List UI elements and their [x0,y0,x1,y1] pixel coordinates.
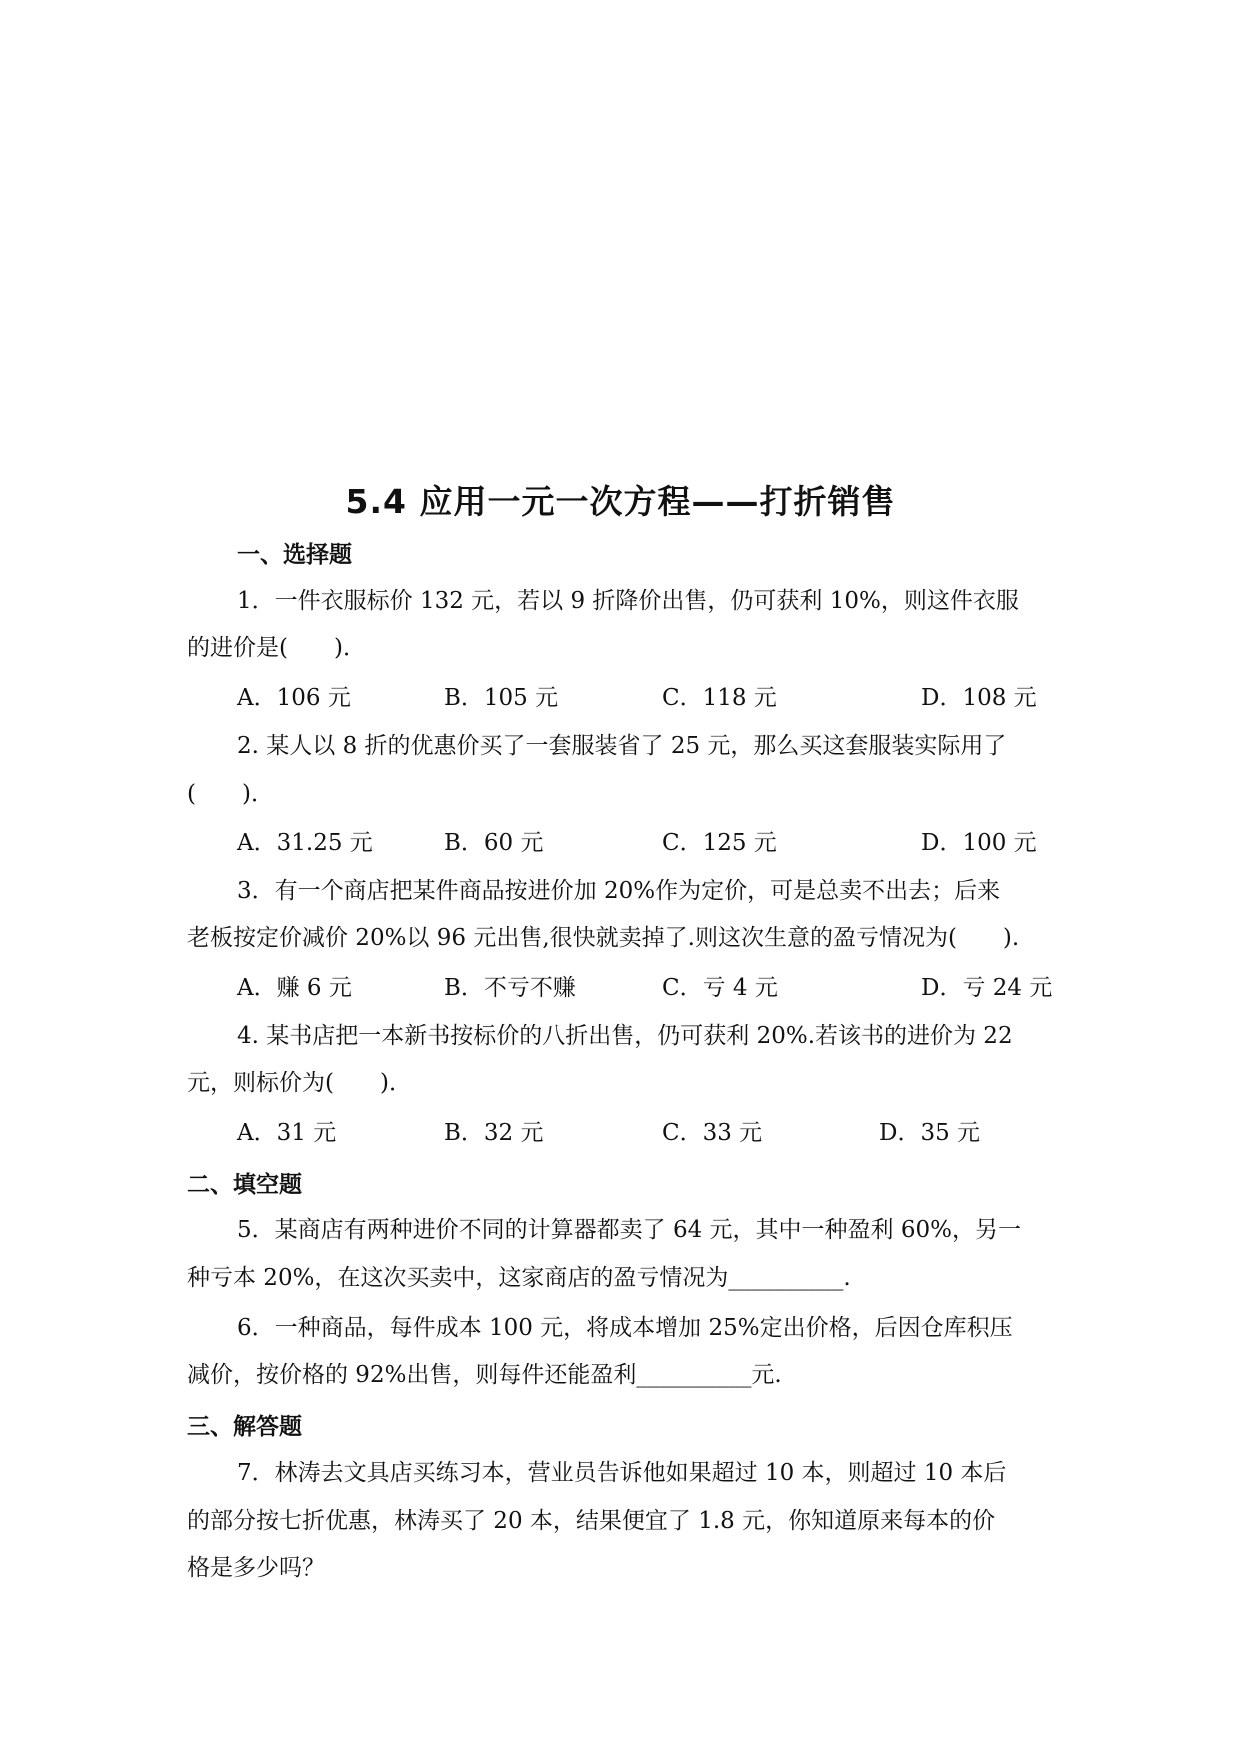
question-4-option-b: B．32 元 [444,1120,544,1146]
question-1-option-b: B．105 元 [444,685,559,711]
question-3-option-a: A．赚 6 元 [237,975,352,1001]
question-7-line-1: 7．林涛去文具店买练习本，营业员告诉他如果超过 10 本，则超过 10 本后 [237,1460,1007,1486]
question-4-line-1: 4. 某书店把一本新书按标价的八折出售，仍可获利 20%.若该书的进价为 22 [237,1023,1013,1049]
question-1-option-d: D．108 元 [921,685,1037,711]
question-4-option-d: D．35 元 [879,1120,981,1146]
question-4-line-2: 元，则标价为( )． [187,1070,412,1096]
question-3-option-b: B．不亏不赚 [444,975,576,1001]
question-2-option-c: C．125 元 [662,830,777,856]
question-3-line-2: 老板按定价减价 20%以 96 元出售,很快就卖掉了.则这次生意的盈亏情况为( ). [187,925,1020,951]
question-3-option-c: C．亏 4 元 [662,975,778,1001]
question-2-option-d: D．100 元 [921,830,1037,856]
question-1-line-2: 的进价是( )． [187,635,366,661]
question-5-line-2: 种亏本 20%，在这次买卖中，这家商店的盈亏情况为__________. [187,1265,851,1291]
question-3-option-d: D．亏 24 元 [921,975,1053,1001]
question-2-line-2: ( )． [187,781,274,807]
question-5-line-1: 5．某商店有两种进价不同的计算器都卖了 64 元，其中一种盈利 60%，另一 [237,1217,1021,1243]
question-6-line-2: 减价，按价格的 92%出售，则每件还能盈利__________元. [187,1362,782,1388]
question-4-option-a: A．31 元 [237,1120,337,1146]
question-2-option-a: A．31.25 元 [237,830,373,856]
question-1-option-c: C．118 元 [662,685,777,711]
question-7-line-2: 的部分按七折优惠，林涛买了 20 本，结果便宜了 1.8 元，你知道原来每本的价 [187,1508,996,1534]
section-heading-fill-in: 二、填空题 [187,1172,302,1198]
question-2-option-b: B．60 元 [444,830,544,856]
question-1-line-1: 1．一件衣服标价 132 元，若以 9 折降价出售，仍可获利 10%，则这件衣服 [237,588,1019,614]
question-1-option-a: A．106 元 [237,685,351,711]
page-title: 5.4 应用一元一次方程——打折销售 [345,482,896,521]
section-heading-choice: 一、选择题 [237,542,352,568]
question-2-line-1: 2. 某人以 8 折的优惠价买了一套服装省了 25 元，那么买这套服装实际用了 [237,733,1007,759]
section-heading-answer: 三、解答题 [187,1414,302,1440]
question-7-line-3: 格是多少吗？ [187,1555,325,1581]
question-3-line-1: 3．有一个商店把某件商品按进价加 20%作为定价，可是总卖不出去；后来 [237,878,1001,904]
question-6-line-1: 6．一种商品，每件成本 100 元，将成本增加 25%定出价格，后因仓库积压 [237,1315,1013,1341]
question-4-option-c: C．33 元 [662,1120,763,1146]
